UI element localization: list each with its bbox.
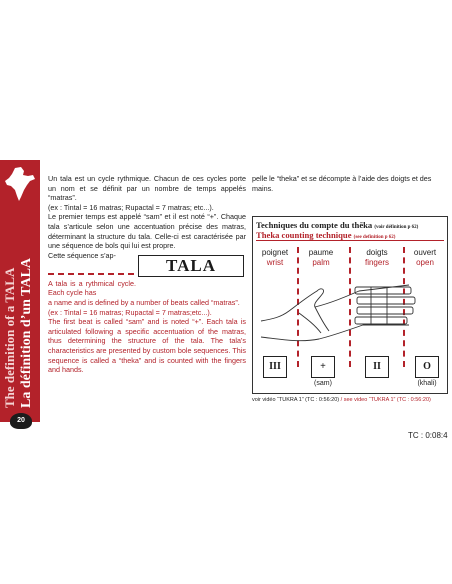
label-fingers: doigts fingers	[364, 248, 389, 267]
sam-label: (sam)	[314, 380, 332, 387]
chapter-spine	[0, 160, 40, 422]
symbol-open: O	[415, 356, 439, 378]
en-paragraph-2: a name and is defined by a number of beats called “matras”.	[48, 297, 240, 307]
left-column	[48, 174, 246, 375]
en-paragraph-4: The first beat is called “sam” and is noted “+”. Each tala is articulated following a specific accentuation of the matras, thus determining the structure of the tala. The tala’s characteristics are presented by custom bole sequences. This sequence is called a “theka” and is counted with the fingers and hands.	[48, 317, 246, 375]
spine-title	[2, 178, 35, 408]
timecode: TC : 0:08:4	[408, 431, 448, 440]
symbol-palm: +	[311, 356, 335, 378]
fr-paragraph-4: Cette séquence s’ap-	[48, 250, 116, 260]
fr-paragraph-2: (ex : Tintal = 16 matras; Rupactal = 7 matras; etc...).	[48, 202, 214, 212]
tala-row	[48, 251, 246, 279]
theka-diagram	[252, 216, 448, 394]
label-palm: paume palm	[308, 248, 334, 267]
red-dash-divider	[48, 273, 134, 275]
fr-intro-continued: pelle le “theka” et se décompte à l’aide des doigts et des mains.	[252, 174, 432, 193]
spine-title-fr: La définition d’un TALA	[19, 257, 34, 408]
fr-paragraph-3: Le premier temps est appelé “sam” et il est noté “+”. Chaque tala s’articule selon une accentuation précise des matras, déterminant la structure du tala. Celle-ci est caractérisée par une séquence de bols qui lui est propre.	[48, 212, 246, 251]
theka-title-en: Theka counting technique (see definition p 62)	[256, 230, 396, 240]
label-wrist: poignet wrist	[261, 248, 289, 267]
khali-label: (khali)	[417, 380, 437, 387]
tala-title-box: TALA	[138, 255, 244, 277]
en-paragraph-3: (ex : Tintal = 16 matras; Rupactal = 7 matras;etc...).	[48, 307, 212, 317]
en-paragraph-1: A tala is a rythmical cycle. Each cycle has	[48, 278, 136, 298]
page-number: 20	[10, 413, 32, 429]
video-reference: voir vidéo “TUKRA 1” (TC : 0:56:20) / see video “TUKRA 1” (TC : 0:56:20)	[252, 397, 431, 403]
right-column	[252, 174, 446, 193]
symbol-wrist: III	[263, 356, 287, 378]
hand-illustration	[259, 273, 443, 353]
spine-title-en: The definition of a TALA	[2, 267, 17, 408]
theka-title-fr: Techniques du compte du thēka (voir définition p 62)	[256, 220, 419, 230]
fr-paragraph-1: Un tala est un cycle rythmique. Chacun de ces cycles porte un nom et se définit par un nombre de temps appelés “matras”.	[48, 174, 246, 203]
label-open: ouvert open	[413, 248, 437, 267]
book-page	[0, 160, 452, 440]
symbol-fingers: II	[365, 356, 389, 378]
title-underline	[256, 240, 444, 241]
